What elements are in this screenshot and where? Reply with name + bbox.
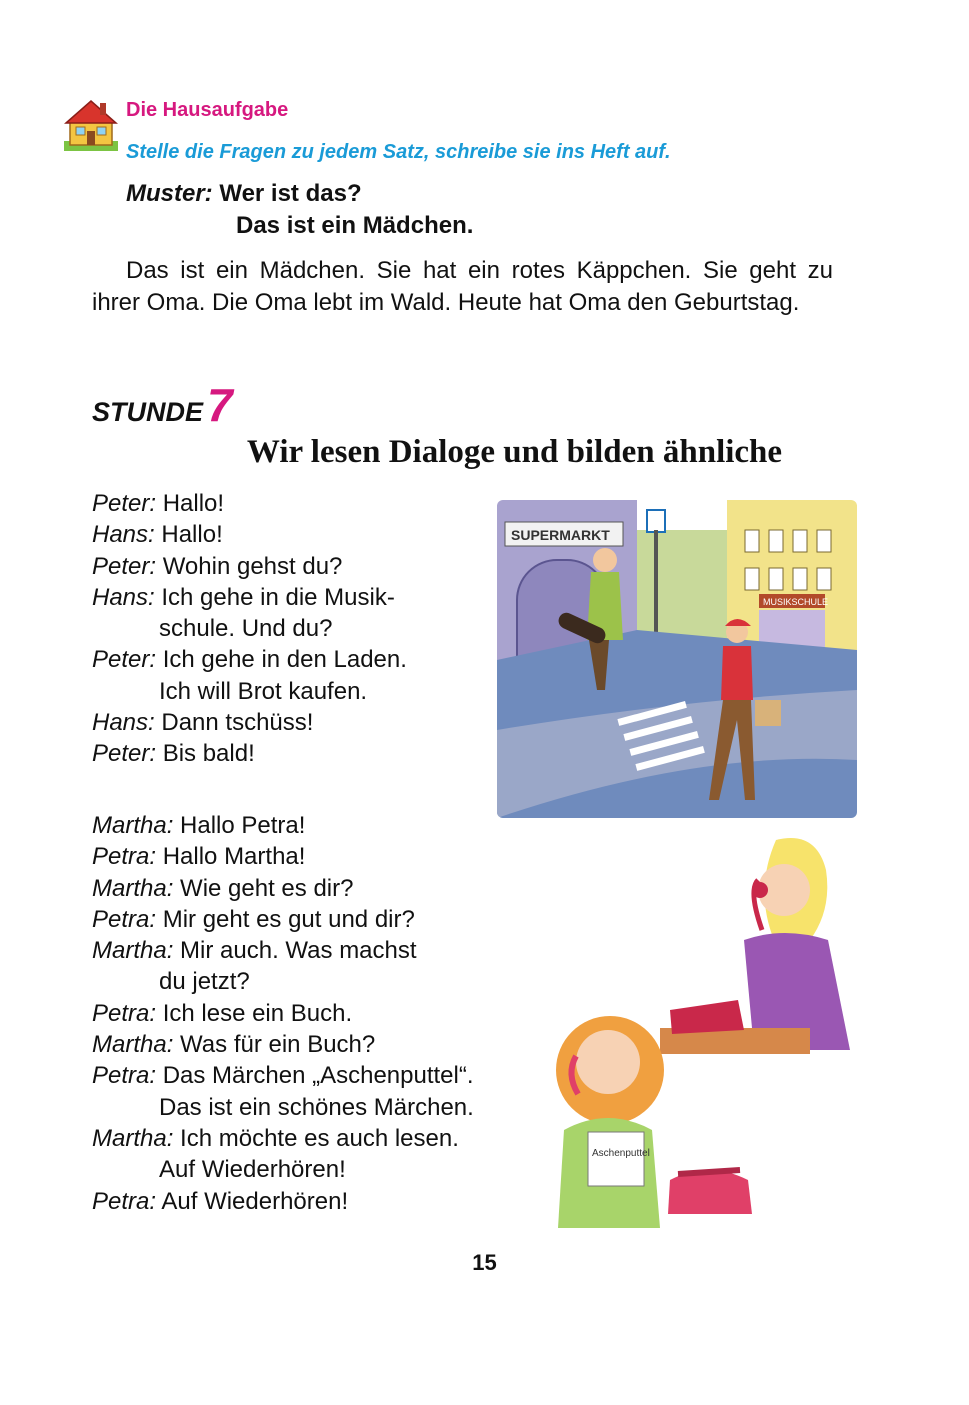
speaker-name: Martha: <box>92 812 174 839</box>
dialog-line <box>92 738 407 769</box>
dialog-text: Ich will Brot kaufen. <box>159 677 368 705</box>
dialog-text: Ich gehe in die Musik- <box>161 583 395 611</box>
dialog-text: Ich möchte es auch lesen. <box>180 1124 459 1152</box>
dialog-line <box>92 488 407 519</box>
dialog-text: Ich lese ein Buch. <box>162 999 353 1027</box>
dialog-text: Wohin gehst du? <box>162 552 343 580</box>
supermarket-sign: SUPERMARKT <box>511 527 610 543</box>
dialog-peter-hans <box>92 488 407 770</box>
dialog-line <box>92 841 474 872</box>
dialog-line <box>92 707 407 738</box>
dialog-line <box>92 613 407 644</box>
dialog-line <box>92 582 407 613</box>
speaker-name: Peter: <box>92 646 157 674</box>
speaker-name: Martha: <box>92 1031 174 1059</box>
speaker-name: Martha: <box>92 1124 174 1152</box>
speaker-name: Petra: <box>92 843 157 871</box>
dialog-text: Hallo Petra! <box>180 812 306 839</box>
book-label: Aschenputtel <box>592 1148 650 1159</box>
dialog-text: Was für ein Buch? <box>180 1031 376 1059</box>
speaker-name: Petra: <box>92 1187 157 1215</box>
dialog-line <box>92 1154 474 1185</box>
speaker-name: Martha: <box>92 937 174 965</box>
speaker-name: Petra: <box>92 905 157 933</box>
speaker-name: Hans: <box>92 583 155 611</box>
house-icon <box>62 97 120 155</box>
dialog-text: Mir auch. Was machst <box>180 937 417 965</box>
dialog-line <box>92 935 474 966</box>
dialog-text: Mir geht es gut und dir? <box>162 905 415 933</box>
homework-paragraph: Das ist ein Mädchen. Sie hat ein rotes Käppchen. Sie geht zu ihrer Oma. Die Oma lebt im Wald. Heute hat Oma den Geburtstag. <box>92 257 833 316</box>
dialog-text: schule. Und du? <box>159 615 333 643</box>
dialog-text: Das Märchen „Aschenputtel“. <box>162 1062 474 1090</box>
speaker-name: Petra: <box>92 999 157 1027</box>
muster-question: Wer ist das? <box>219 180 362 207</box>
dialog-text: Wie geht es dir? <box>180 874 354 902</box>
speaker-name: Hans: <box>92 521 155 549</box>
muster-line-question <box>126 180 362 208</box>
dialog-line <box>92 1092 474 1123</box>
dialog-text: Ich gehe in den Laden. <box>162 646 407 674</box>
lesson-label <box>92 378 233 432</box>
dialog-line <box>92 1123 474 1154</box>
phone-call-illustration <box>548 830 854 1228</box>
dialog-text: Bis bald! <box>162 740 255 768</box>
dialog-line <box>92 904 474 935</box>
dialog-line <box>92 644 407 675</box>
speaker-name: Petra: <box>92 1062 157 1090</box>
dialog-text: Hallo Martha! <box>162 843 306 871</box>
muster-label: Muster: <box>126 180 213 207</box>
music-school-sign: MUSIKSCHULE <box>763 597 829 607</box>
muster-answer: Das ist ein Mädchen. <box>236 212 474 239</box>
dialog-line <box>92 998 474 1029</box>
dialog-text: Hallo! <box>161 521 223 549</box>
dialog-line <box>92 551 407 582</box>
speaker-name: Peter: <box>92 552 157 580</box>
dialog-line <box>92 966 474 997</box>
lesson-heading: Wir lesen Dialoge und bilden ähnliche <box>246 434 783 470</box>
dialog-text: Dann tschüss! <box>161 709 314 737</box>
street-scene-illustration <box>497 500 857 818</box>
dialog-text: Das ist ein schönes Märchen. <box>159 1093 474 1121</box>
lesson-number: 7 <box>207 379 233 431</box>
dialog-line <box>92 810 474 841</box>
dialog-line <box>92 873 474 904</box>
dialog-text: Hallo! <box>162 490 225 517</box>
dialog-line <box>92 519 407 550</box>
speaker-name: Hans: <box>92 709 155 737</box>
homework-title: Die Hausaufgabe <box>126 99 289 121</box>
speaker-name: Martha: <box>92 874 174 902</box>
dialog-text: du jetzt? <box>159 968 250 996</box>
dialog-line <box>92 676 407 707</box>
dialog-text: Auf Wiederhören! <box>161 1187 349 1215</box>
dialog-line <box>92 1060 474 1091</box>
dialog-line <box>92 1186 474 1217</box>
speaker-name: Peter: <box>92 490 157 517</box>
dialog-martha-petra <box>92 810 474 1217</box>
dialog-text: Auf Wiederhören! <box>159 1156 346 1184</box>
lesson-label-text: STUNDE <box>92 397 204 427</box>
page-number: 15 <box>472 1250 497 1275</box>
speaker-name: Peter: <box>92 740 157 768</box>
dialog-line <box>92 1029 474 1060</box>
homework-task: Stelle die Fragen zu jedem Satz, schreibe sie ins Heft auf. <box>126 141 671 163</box>
